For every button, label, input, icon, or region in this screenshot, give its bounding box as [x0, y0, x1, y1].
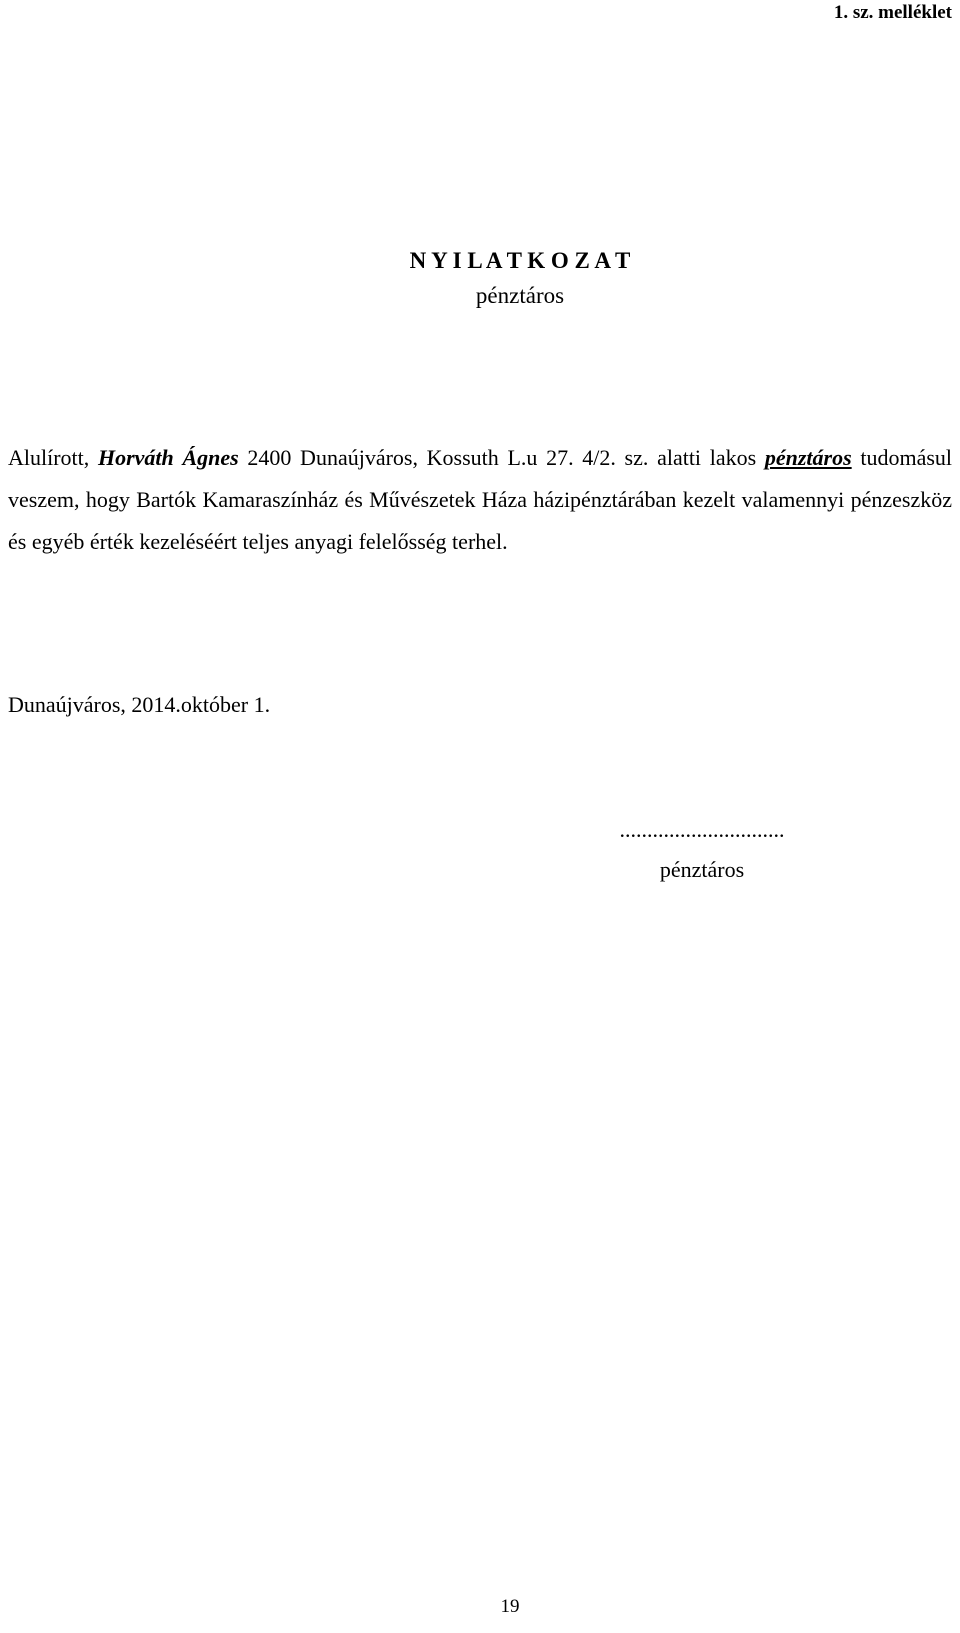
annex-label: 1. sz. melléklet	[833, 2, 952, 23]
document-title: N Y I L A T K O Z A T	[409, 248, 631, 273]
declarant-role: pénztáros	[764, 445, 852, 470]
signature-block	[607, 817, 797, 883]
declarant-name: Horváth Ágnes	[97, 445, 239, 470]
declaration-intro: Alulírott,	[8, 445, 98, 470]
page-number: 19	[500, 1596, 520, 1617]
place-date: Dunaújváros, 2014.október 1.	[8, 692, 271, 717]
signature-line: ..............................	[619, 817, 785, 842]
signature-label: pénztáros	[659, 857, 745, 882]
declaration-paragraph	[8, 437, 952, 563]
declarant-address: 2400 Dunaújváros, Kossuth L.u 27. 4/2. sz. alatti lakos	[238, 445, 765, 470]
declaration-statement: tudomásul veszem, hogy Bartók Kamaraszínház és Művészetek Háza házipénztárában kezelt valamennyi pénzeszköz és egyéb érték kezeléséért teljes anyagi felelősség terhel.	[8, 445, 953, 554]
document-subtitle: pénztáros	[475, 283, 565, 308]
